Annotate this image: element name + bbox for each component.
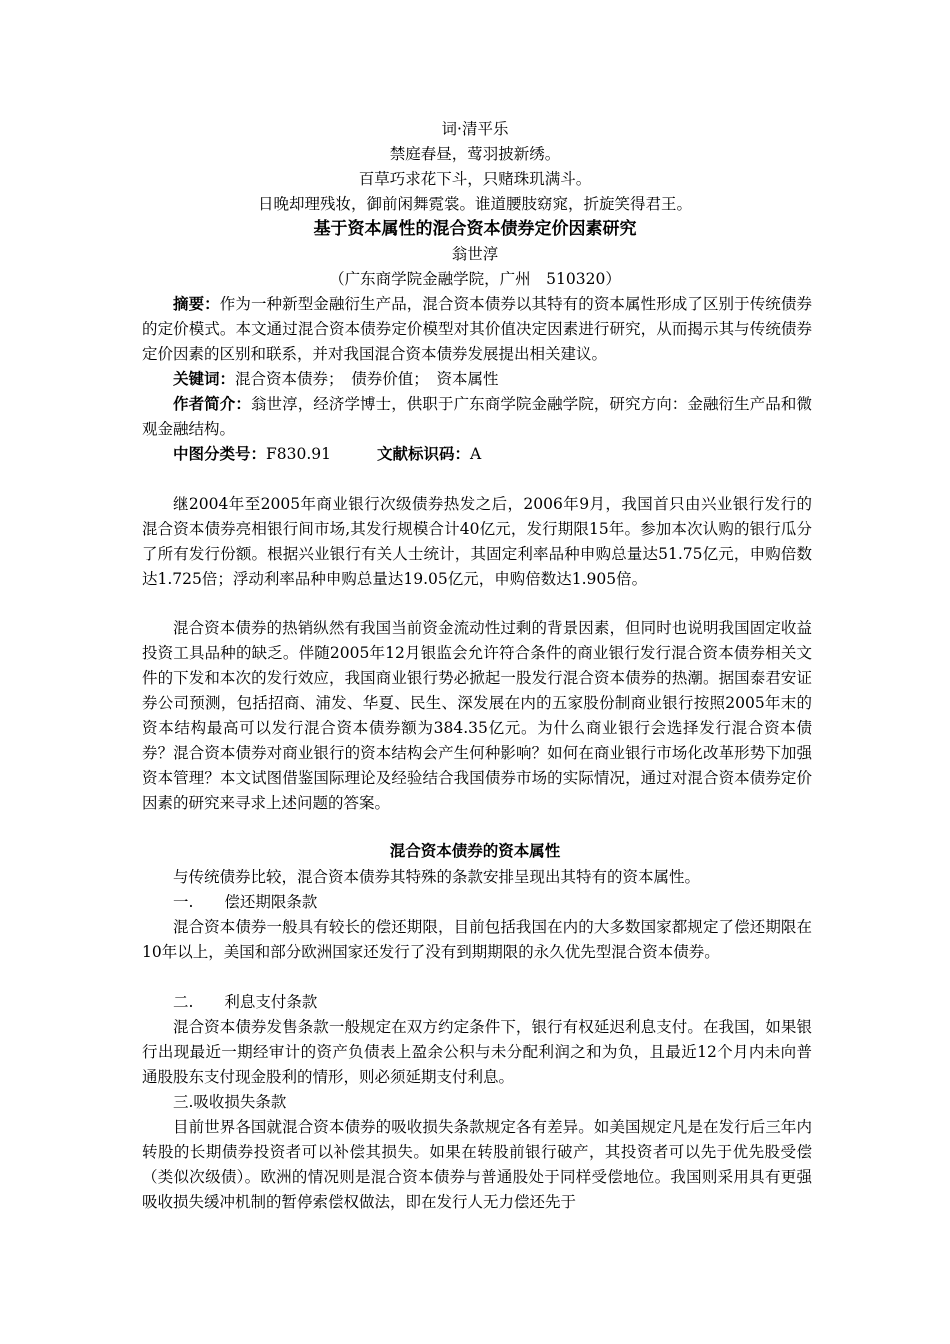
paper-affiliation: （广东商学院金融学院，广州 510320）: [329, 270, 621, 288]
poem-line-1: 禁庭春昼，莺羽披新绣。: [389, 145, 561, 163]
author-bio: [142, 392, 812, 442]
clc-value: F830.91: [266, 445, 332, 463]
item-2-text: 混合资本债券发售条款一般规定在双方约定条件下，银行有权延迟利息支付。在我国，如果银行出现最近一期经审计的资产负债表上盈余公积与未分配利润之和为负，且最近12个月内未向普通股股东支付现金股利的情形，则必须延期支付利息。: [142, 1018, 812, 1086]
section-intro: 与传统债券比较，混合资本债券其特殊的条款安排呈现出其特有的资本属性。: [173, 868, 701, 886]
item-3-title: 三.吸收损失条款: [173, 1093, 287, 1111]
poem-title: 词·清平乐: [441, 120, 509, 138]
paper-title: 基于资本属性的混合资本债券定价因素研究: [313, 219, 637, 239]
doc-code-value: A: [470, 445, 482, 463]
keywords: [142, 367, 812, 392]
keywords-text: 混合资本债券； 债券价值； 资本属性: [235, 370, 499, 388]
item-3-text: 目前世界各国就混合资本债券的吸收损失条款规定各有差异。如美国规定凡是在发行后三年内转股的长期债券投资者可以补偿其损失。如果在转股前银行破产，其投资者可以先于优先股受偿（类似次级债）。欧洲的情况则是混合资本债券与普通股处于同样受偿地位。我国则采用具有更强吸收损失缓冲机制的暂停索偿权做法，即在发行人无力偿还先于: [142, 1118, 812, 1211]
body-paragraph-2: 混合资本债券的热销纵然有我国当前资金流动性过剩的背景因素，但同时也说明我国固定收益投资工具品种的缺乏。伴随2005年12月银监会允许符合条件的商业银行发行混合资本债券相关文件的下发和本次的发行效应，我国商业银行势必掀起一股发行混合资本债券的热潮。据国泰君安证券公司预测，包括招商、浦发、华夏、民生、深发展在内的五家股份制商业银行按照2005年末的资本结构最高可以发行混合资本债券额为384.35亿元。为什么商业银行会选择发行混合资本债券？混合资本债券对商业银行的资本结构会产生何种影响？如何在商业银行市场化改革形势下加强资本管理？本文试图借鉴国际理论及经验结合我国债券市场的实际情况，通过对混合资本债券定价因素的研究来寻求上述问题的答案。: [142, 619, 812, 812]
abstract-label: 摘要：: [173, 295, 220, 313]
keywords-label: 关键词：: [173, 370, 236, 388]
doc-code-label: 文献标识码：: [377, 445, 471, 463]
section-title: 混合资本债券的资本属性: [389, 842, 561, 860]
item-2-title: 二. 利息支付条款: [173, 993, 318, 1011]
abstract-text: 作为一种新型金融衍生产品，混合资本债券以其特有的资本属性形成了区别于传统债券的定价模式。本文通过混合资本债券定价模型对其价值决定因素进行研究，从而揭示其与传统债券定价因素的区别和联系，并对我国混合资本债券发展提出相关建议。: [142, 295, 812, 363]
poem-line-2: 百草巧求花下斗，只赌珠玑满斗。: [358, 170, 592, 188]
poem-line-3: 日晚却理残妆，御前闲舞霓裳。谁道腰肢窈窕，折旋笑得君王。: [257, 195, 692, 213]
paper-author: 翁世淳: [451, 245, 499, 263]
classification-line: [142, 442, 812, 467]
clc-label: 中图分类号：: [173, 445, 267, 463]
abstract: [142, 292, 812, 367]
item-1-text: 混合资本债券一般具有较长的偿还期限，目前包括我国在内的大多数国家都规定了偿还期限在10年以上，美国和部分欧洲国家还发行了没有到期期限的永久优先型混合资本债券。: [142, 918, 812, 961]
item-1-title: 一. 偿还期限条款: [173, 893, 318, 911]
body-paragraph-1: 继2004年至2005年商业银行次级债券热发之后，2006年9月，我国首只由兴业银行发行的混合资本债券亮相银行间市场,其发行规模合计40亿元，发行期限15年。参加本次认购的银行瓜分了所有发行份额。根据兴业银行有关人士统计，其固定利率品种申购总量达51.75亿元，申购倍数达1.725倍；浮动利率品种申购总量达19.05亿元，申购倍数达1.905倍。: [142, 495, 812, 588]
author-bio-label: 作者简介：: [173, 395, 251, 413]
author-bio-text: 翁世淳，经济学博士，供职于广东商学院金融学院，研究方向：金融衍生产品和微观金融结构。: [142, 395, 812, 438]
